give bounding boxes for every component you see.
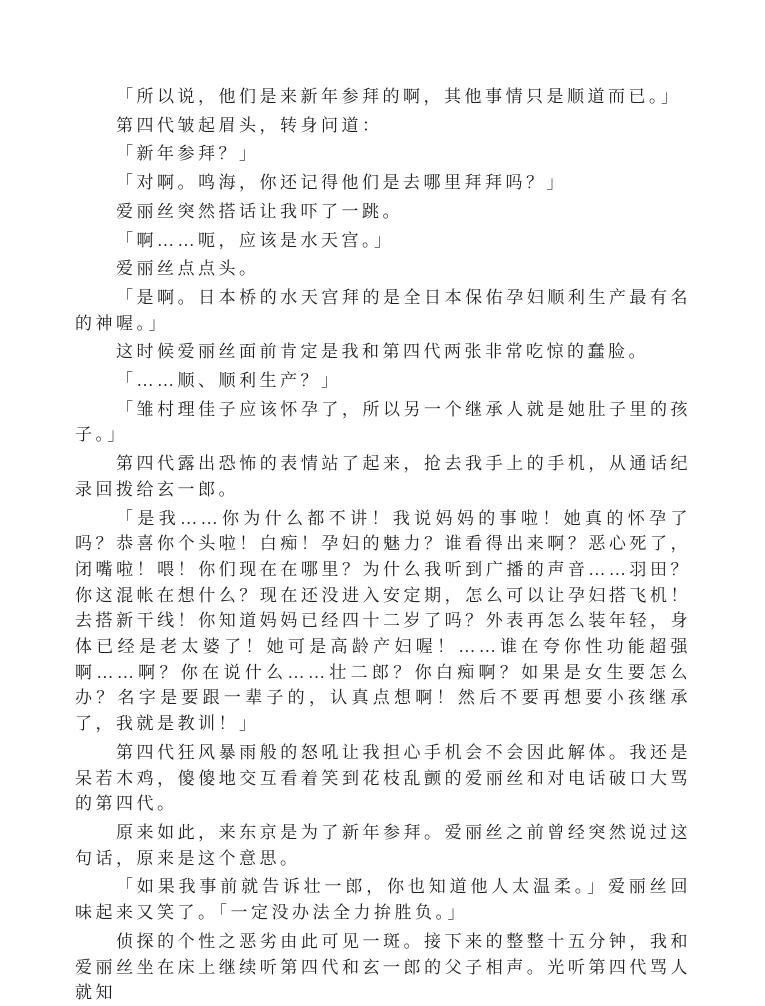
narrative-paragraph: 爱丽丝突然搭话让我吓了一跳。 — [116, 201, 403, 221]
narrative-paragraph: 爱丽丝点点头。 — [116, 259, 260, 279]
dialogue-paragraph: 「啊……呃，应该是水天宫。」 — [116, 230, 395, 250]
dialogue-paragraph: 「对啊。鸣海，你还记得他们是去哪里拜拜吗？」 — [116, 173, 567, 193]
dialogue-paragraph: 「如果我事前就告诉壮一郎，你也知道他人太温柔。」爱丽丝回味起来又笑了。「一定没办法全力拚胜负。」 — [75, 877, 691, 923]
narrative-paragraph: 第四代皱起眉头，转身问道： — [116, 115, 383, 135]
dialogue-paragraph: 「新年参拜？」 — [116, 144, 260, 164]
dialogue-paragraph: 「所以说，他们是来新年参拜的啊，其他事情只是顺道而已。」 — [116, 87, 682, 106]
narrative-paragraph: 侦探的个性之恶劣由此可见一斑。接下来的整整十五分钟，我和爱丽丝坐在床上继续听第四代和玄一郎的父子相声。光听第四代骂人就知 — [75, 931, 691, 1003]
narrative-paragraph: 原来如此，来东京是为了新年参拜。爱丽丝之前曾经突然说过这句话，原来是这个意思。 — [75, 822, 691, 868]
narrative-paragraph: 第四代露出恐怖的表情站了起来，抢去我手上的手机，从通话纪录回拨给玄一郎。 — [75, 454, 691, 499]
dialogue-paragraph: 「……顺、顺利生产？」 — [116, 371, 342, 391]
narrative-paragraph: 第四代狂风暴雨般的怒吼让我担心手机会不会因此解体。我还是呆若木鸡，傻傻地交互看着笑到花枝乱颤的爱丽丝和对电话破口大骂的第四代。 — [75, 742, 691, 814]
dialogue-paragraph: 「雏村理佳子应该怀孕了，所以另一个继承人就是她肚子里的孩子。」 — [75, 399, 691, 445]
dialogue-paragraph: 「是我……你为什么都不讲！我说妈妈的事啦！她真的怀孕了吗？恭喜你个头啦！白痴！孕妇的魅力？谁看得出来啊？恶心死了，闭嘴啦！喂！你们现在在哪里？为什么我听到广播的声音……羽田？你这混帐在想什么？现在还没进入安定期，怎么可以让孕妇搭飞机！去搭新干线！你知道妈妈已经四十二岁了吗？外表再怎么装年轻，身体已经是老太婆了！她可是高龄产妇喔！……谁在夸你性功能超强啊……啊？你在说什么……壮二郎？你白痴啊？如果是女生要怎么办？名字是要跟一辈子的，认真点想啊！然后不要再想要小孩继承了，我就是教训！」 — [75, 508, 691, 734]
narrative-paragraph: 这时候爱丽丝面前肯定是我和第四代两张非常吃惊的蠢脸。 — [116, 342, 649, 362]
dialogue-paragraph: 「是啊。日本桥的水天宫拜的是全日本保佑孕妇顺利生产最有名的神喔。」 — [75, 287, 691, 333]
